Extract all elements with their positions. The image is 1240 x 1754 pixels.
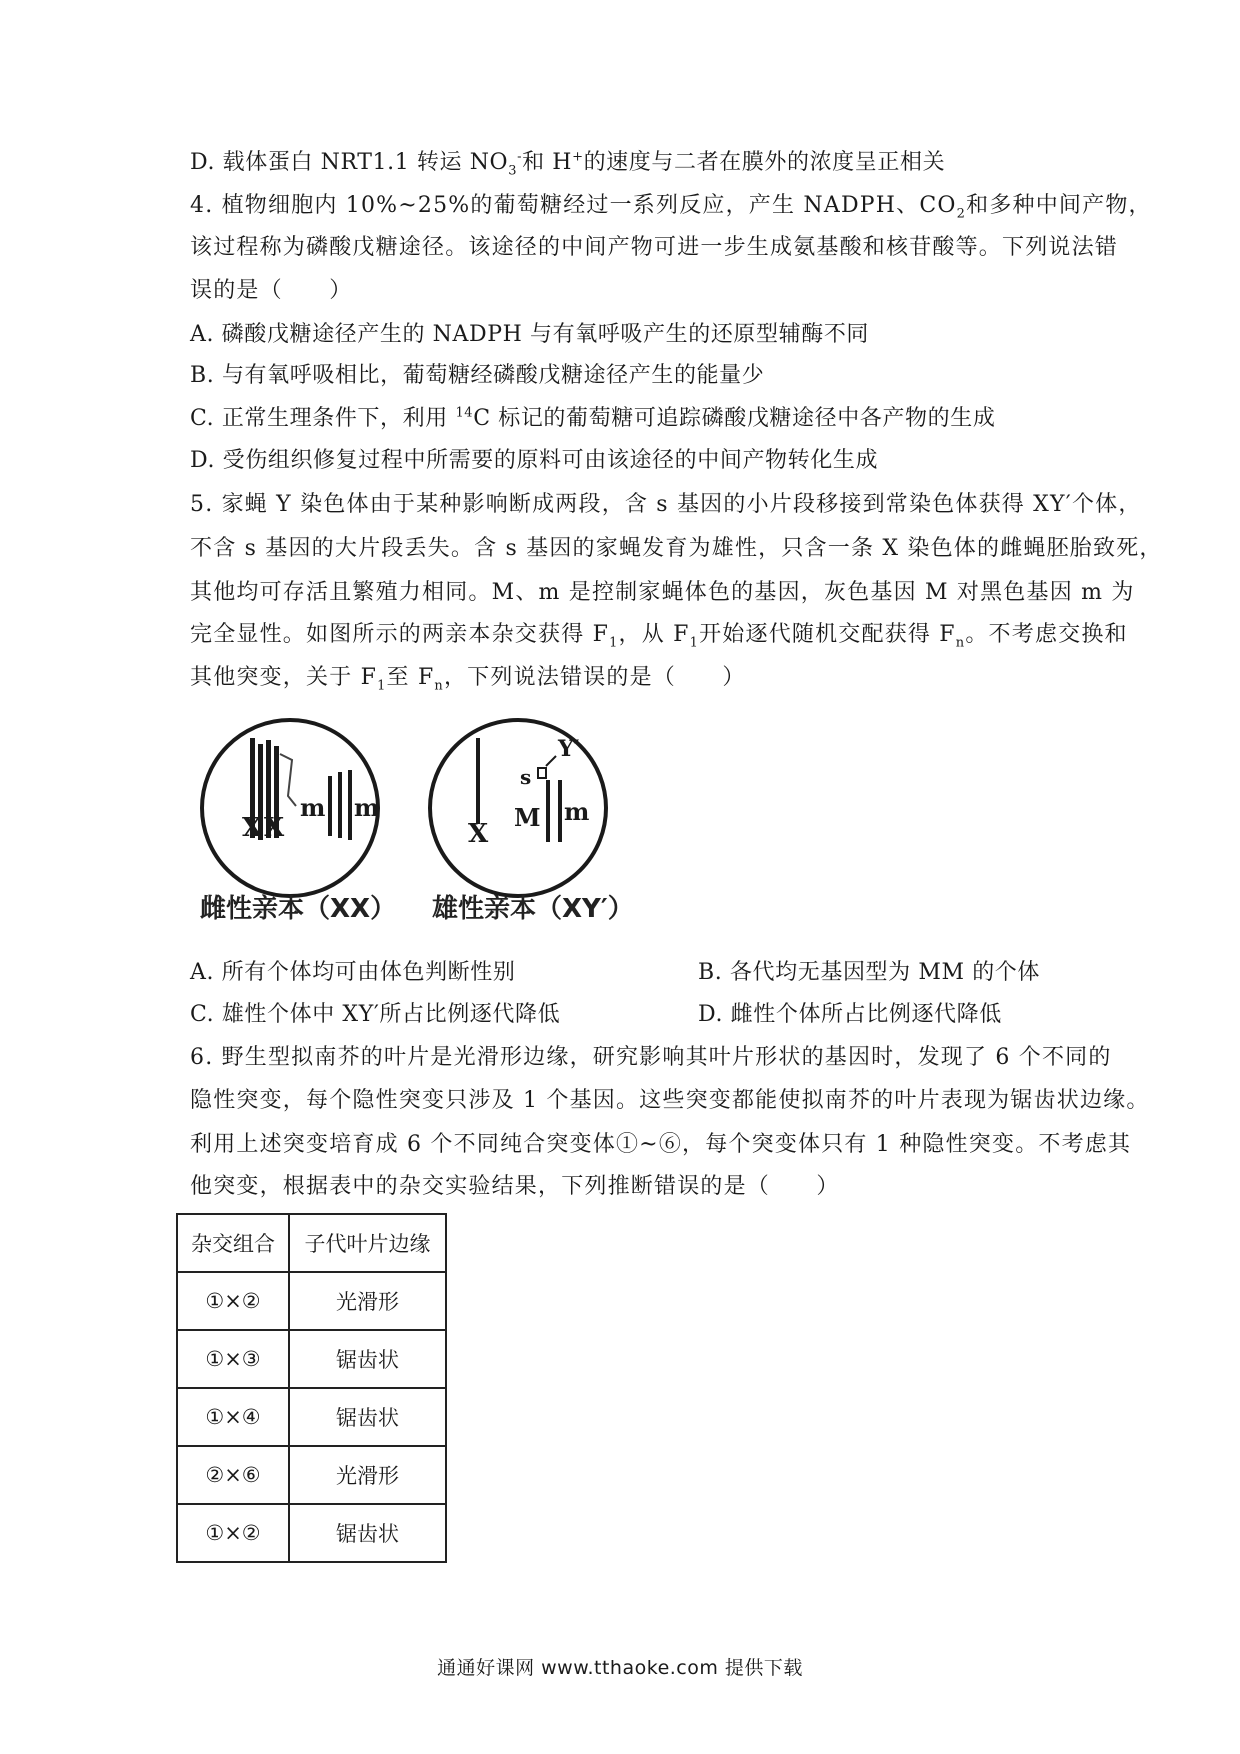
table-header-cell: 杂交组合 xyxy=(177,1214,289,1272)
autosome-m-2 xyxy=(348,770,352,840)
q5-option-c: C. 雄性个体中 XY′所占比例逐代降低 xyxy=(190,1002,561,1027)
male-label-s: s xyxy=(520,765,532,789)
q5-line4-d: 。不考虑交换和 xyxy=(965,622,1128,647)
q3-option-d-text-2: 和 H xyxy=(522,150,573,175)
q5-stem-line-3: 其他均可存活且繁殖力相同。M、m 是控制家蝇体色的基因，灰色基因 M 对黑色基因 m 为 xyxy=(190,580,1135,605)
table-cell: 锯齿状 xyxy=(289,1504,446,1562)
table-row xyxy=(177,1504,446,1562)
q5-option-b: B. 各代均无基因型为 MM 的个体 xyxy=(698,960,1040,985)
q4-stem-line-1-b: 和多种中间产物， xyxy=(966,193,1152,218)
q6-stem-line-1: 6. 野生型拟南芥的叶片是光滑形边缘，研究影响其叶片形状的基因时，发现了 6 个不同的 xyxy=(190,1045,1112,1070)
table-row xyxy=(177,1330,446,1388)
table-cell: ①×③ xyxy=(177,1330,289,1388)
q3-option-d xyxy=(190,148,945,178)
q4-stem-line-1 xyxy=(190,191,1152,221)
female-parent-cell xyxy=(202,720,379,896)
q5-option-a: A. 所有个体均可由体色判断性别 xyxy=(190,960,516,985)
female-label-x2: X xyxy=(264,813,285,843)
q5-stem-line-4 xyxy=(190,620,1128,650)
q5-line5-sub2: n xyxy=(434,678,444,694)
q5-line4-sub2: 1 xyxy=(689,635,700,651)
q5-stem-line-2: 不含 s 基因的大片段丢失。含 s 基因的家蝇发育为雄性，只含一条 X 染色体的雌蝇胚胎致死， xyxy=(190,536,1163,561)
table-cell: 光滑形 xyxy=(289,1446,446,1504)
table-header-cell: 子代叶片边缘 xyxy=(289,1214,446,1272)
table-cell: ①×② xyxy=(177,1504,289,1562)
q4-option-c-b: C 标记的葡萄糖可追踪磷酸戊糖途径中各产物的生成 xyxy=(473,406,996,431)
table-cell: ②×⑥ xyxy=(177,1446,289,1504)
male-parent-caption: 雄性亲本（XY′） xyxy=(432,894,634,924)
table-row xyxy=(177,1272,446,1330)
q4-option-b: B. 与有氧呼吸相比，葡萄糖经磷酸戊糖途径产生的能量少 xyxy=(190,363,765,388)
q5-line4-a: 完全显性。如图所示的两亲本杂交获得 F xyxy=(190,622,610,647)
table-cell: ①×④ xyxy=(177,1388,289,1446)
x-chromosome xyxy=(476,738,480,824)
q5-line4-sub1: 1 xyxy=(609,635,619,651)
q5-line4-c: 开始逐代随机交配获得 F xyxy=(699,622,956,647)
q4-option-c-a: C. 正常生理条件下，利用 xyxy=(190,406,456,431)
female-parent-caption: 雌性亲本（XX） xyxy=(200,894,397,924)
autosome-m xyxy=(558,780,562,842)
male-label-m: m xyxy=(564,797,590,826)
male-label-x: X xyxy=(468,819,489,849)
table-cell: ①×② xyxy=(177,1272,289,1330)
q3-option-d-sup: - xyxy=(517,149,523,165)
table-cell: 锯齿状 xyxy=(289,1330,446,1388)
q3-option-d-text-3: 的速度与二者在膜外的浓度呈正相关 xyxy=(583,150,946,175)
table-header-row xyxy=(177,1214,446,1272)
q4-option-c-sup: 14 xyxy=(455,405,474,421)
autosome-M xyxy=(546,780,550,842)
q4-stem-line-1-a: 4. 植物细胞内 10%~25%的葡萄糖经过一系列反应，产生 NADPH、CO xyxy=(190,193,957,218)
q5-option-d: D. 雌性个体所占比例逐代降低 xyxy=(698,1002,1002,1027)
y-prime-fragment xyxy=(538,768,546,778)
male-label-M: M xyxy=(514,803,541,832)
q4-option-c xyxy=(190,404,995,434)
table-row xyxy=(177,1446,446,1504)
q4-option-a: A. 磷酸戊糖途径产生的 NADPH 与有氧呼吸产生的还原型辅酶不同 xyxy=(190,322,870,347)
q5-line4-b: ，从 F xyxy=(618,622,690,647)
q4-stem-line-1-sub: 2 xyxy=(956,206,967,222)
q5-line5-b: 至 F xyxy=(386,665,435,690)
female-label-x1: X xyxy=(242,813,263,843)
q4-option-d: D. 受伤组织修复过程中所需要的原料可由该途径的中间产物转化生成 xyxy=(190,448,879,473)
q6-stem-line-2: 隐性突变，每个隐性突变只涉及 1 个基因。这些突变都能使拟南芥的叶片表现为锯齿状边缘。 xyxy=(190,1088,1150,1113)
q5-line5-sub1: 1 xyxy=(377,678,387,694)
q6-stem-line-4: 他突变，根据表中的杂交实验结果，下列推断错误的是（ ） xyxy=(190,1174,840,1199)
q3-option-d-text-1: D. 载体蛋白 NRT1.1 转运 NO xyxy=(190,150,509,175)
q4-stem-line-2: 该过程称为磷酸戊糖途径。该途径的中间产物可进一步生成氨基酸和核苷酸等。下列说法错 xyxy=(190,235,1119,260)
table-cell: 光滑形 xyxy=(289,1272,446,1330)
q5-line5-c: ，下列说法错误的是（ ） xyxy=(443,665,746,690)
cross-results-table xyxy=(176,1213,447,1563)
q3-option-d-sub: 3 xyxy=(508,163,518,179)
page-footer: 通通好课网 www.tthaoke.com 提供下载 xyxy=(437,1657,803,1679)
female-label-m2: m xyxy=(354,793,380,822)
q6-stem-line-3: 利用上述突变培育成 6 个不同纯合突变体①~⑥，每个突变体只有 1 种隐性突变。不考虑其 xyxy=(190,1132,1132,1157)
q5-stem-line-5 xyxy=(190,663,746,693)
q5-stem-line-1: 5. 家蝇 Y 染色体由于某种影响断成两段，含 s 基因的小片段移接到常染色体获得 XY′个体， xyxy=(190,492,1142,517)
q5-line5-a: 其他突变，关于 F xyxy=(190,665,378,690)
q5-line4-sub3: n xyxy=(955,635,966,651)
male-label-y-prime: Y′ xyxy=(558,736,580,762)
female-label-m1: m xyxy=(300,793,326,822)
table-row xyxy=(177,1388,446,1446)
table-cell: 锯齿状 xyxy=(289,1388,446,1446)
q3-option-d-sup2: + xyxy=(572,149,584,165)
q4-stem-line-3: 误的是（ ） xyxy=(190,278,353,303)
autosome-m-1 xyxy=(328,776,332,836)
male-parent-cell xyxy=(430,720,606,896)
